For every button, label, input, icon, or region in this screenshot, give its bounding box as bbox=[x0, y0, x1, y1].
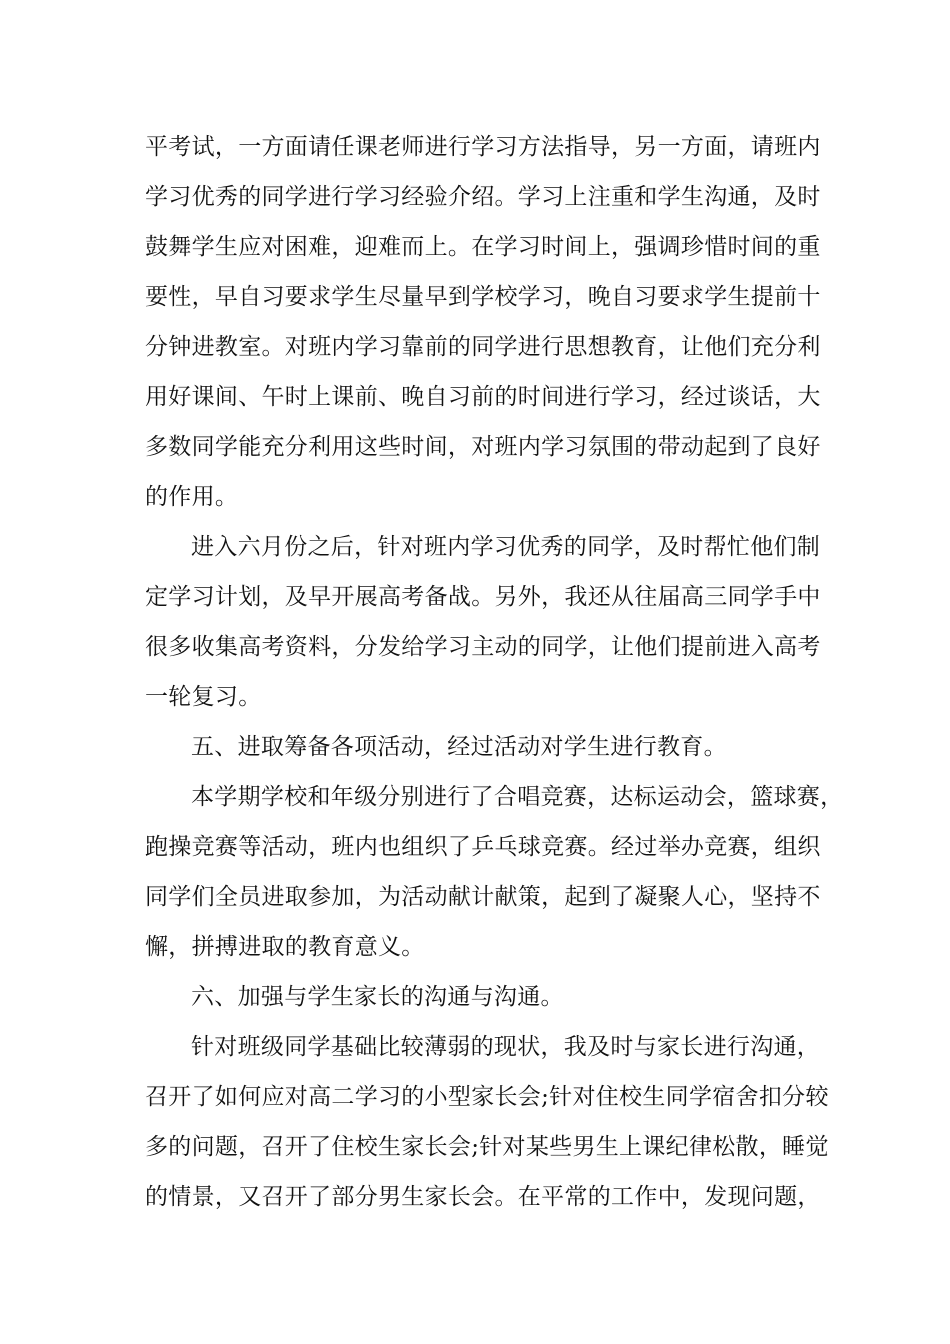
text-line: 用好课间、午时上课前、晚自习前的时间进行学习，经过谈话，大 bbox=[145, 384, 821, 410]
text-line: 多的问题，召开了住校生家长会;针对某些男生上课纪律松散，睡觉 bbox=[145, 1134, 829, 1160]
text-line: 一轮复习。 bbox=[145, 684, 262, 710]
text-line: 五、进取筹备各项活动，经过活动对学生进行教育。 bbox=[191, 734, 727, 760]
text-line: 定学习计划，及早开展高考备战。另外，我还从往届高三同学手中 bbox=[145, 584, 821, 610]
text-line: 针对班级同学基础比较薄弱的现状，我及时与家长进行沟通， bbox=[191, 1034, 821, 1060]
text-line: 分钟进教室。对班内学习靠前的同学进行思想教育，让他们充分利 bbox=[145, 334, 821, 360]
text-line: 鼓舞学生应对困难，迎难而上。在学习时间上，强调珍惜时间的重 bbox=[145, 234, 821, 260]
text-line: 同学们全员进取参加，为活动献计献策，起到了凝聚人心，坚持不 bbox=[145, 884, 821, 910]
text-line: 六、加强与学生家长的沟通与沟通。 bbox=[191, 984, 564, 1010]
text-line: 要性，早自习要求学生尽量早到学校学习，晚自习要求学生提前十 bbox=[145, 284, 821, 310]
text-line: 的情景，又召开了部分男生家长会。在平常的工作中，发现问题， bbox=[145, 1184, 821, 1210]
document-body bbox=[145, 122, 844, 1222]
text-line: 的作用。 bbox=[145, 484, 239, 510]
text-line: 本学期学校和年级分别进行了合唱竞赛，达标运动会，篮球赛， bbox=[191, 784, 844, 810]
text-line: 跑操竞赛等活动，班内也组织了乒乓球竞赛。经过举办竞赛，组织 bbox=[145, 834, 821, 860]
text-line: 学习优秀的同学进行学习经验介绍。学习上注重和学生沟通，及时 bbox=[145, 184, 821, 210]
text-line: 召开了如何应对高二学习的小型家长会;针对住校生同学宿舍扣分较 bbox=[145, 1084, 829, 1110]
text-line: 多数同学能充分利用这些时间，对班内学习氛围的带动起到了良好 bbox=[145, 434, 821, 460]
text-line: 很多收集高考资料，分发给学习主动的同学，让他们提前进入高考 bbox=[145, 634, 821, 660]
text-line: 平考试，一方面请任课老师进行学习方法指导，另一方面，请班内 bbox=[145, 134, 821, 160]
text-line: 懈，拼搏进取的教育意义。 bbox=[145, 934, 425, 960]
text-line: 进入六月份之后，针对班内学习优秀的同学，及时帮忙他们制 bbox=[191, 534, 821, 560]
